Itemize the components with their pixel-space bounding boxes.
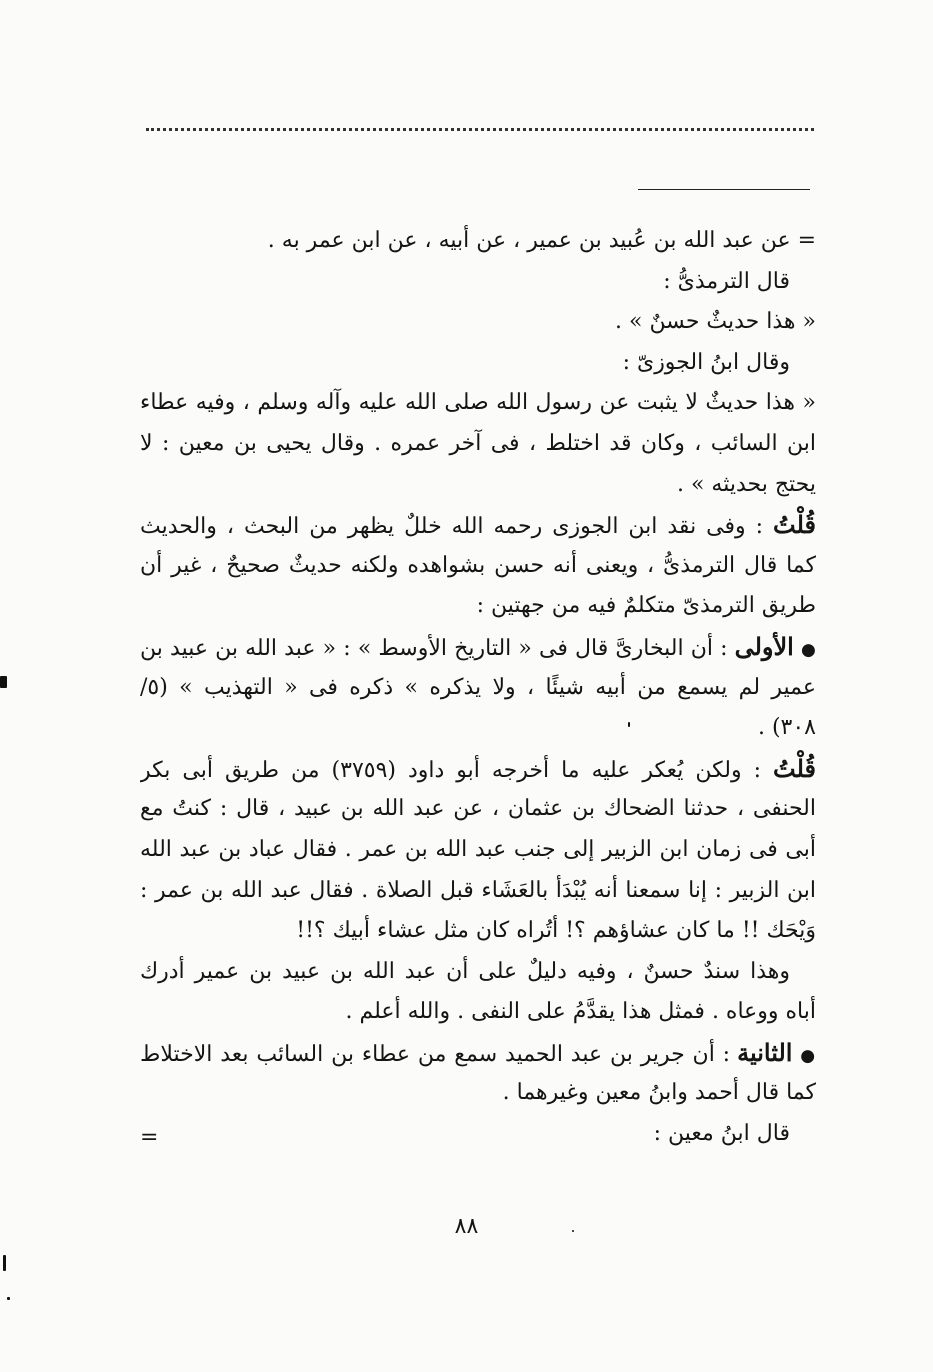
section-label: قُلْتُ: [773, 753, 816, 783]
quote-line: « هذا حديثٌ حسنٌ » .: [615, 309, 816, 335]
bullet-icon: ●: [801, 639, 816, 660]
text-line: وقال ابنُ الجوزىّ :: [622, 349, 790, 375]
text-line: أبى فى زمان ابن الزبير إلى جنب عبد الله بن عمر . فقال عباد بن عبد الله: [140, 836, 816, 862]
scan-speck: [628, 722, 630, 727]
text-line: يحتج بحديثه » .: [676, 471, 816, 497]
paragraph-line: [140, 505, 816, 546]
quote-line: « هذا حديثٌ لا يثبت عن رسول الله صلى الله عليه وآله وسلم ، وفيه عطاء: [140, 390, 816, 416]
text-line: كما قال الترمذىُّ ، ويعنى أنه حسن بشواهده ولكنه حديثٌ صحيحٌ ، غير أن: [140, 552, 816, 578]
text-span: : أن جرير بن عبد الحميد سمع من عطاء بن السائب بعد الاختلاط: [140, 1041, 738, 1067]
text-line: = عن عبد الله بن عُبيد بن عمير ، عن أبيه ، عن ابن عمر به .: [267, 228, 816, 253]
scan-speck: [7, 1297, 10, 1300]
page-body: [140, 221, 816, 1155]
bullet-line: [140, 627, 816, 668]
text-span: : ولكن يُعكر عليه ما أخرجه أبو داود (٣٧٥٩) من طريق أبى بكر: [140, 757, 774, 783]
paragraph-line: وهذا سندٌ حسنٌ ، وفيه دليلٌ على أن عبد الله بن عبيد بن عمير أدرك: [140, 958, 790, 984]
section-label: الأولى: [734, 631, 794, 661]
text-span: : وفى نقد ابن الجوزى رحمه الله خللٌ يظهر من البحث ، والحديث: [140, 514, 774, 540]
scan-speck: [3, 1255, 6, 1271]
paragraph-line: [140, 749, 816, 790]
text-line: قال ابنُ معين :: [653, 1121, 790, 1147]
bullet-line: [140, 1033, 816, 1074]
text-line: قال الترمذىُّ :: [663, 268, 790, 294]
page-number: ٨٨: [454, 1214, 479, 1239]
section-label: قُلْتُ: [773, 510, 816, 540]
text-line: ابن الزبير : إنا سمعنا أنه يُبْدَأ بالعَشَاء قبل الصلاة . فقال عبد الله بن عمر :: [140, 877, 816, 903]
bullet-icon: ●: [800, 1045, 816, 1066]
text-line: ٣٠٨) .: [757, 715, 816, 741]
text-line: كما قال أحمد وابنُ معين وغيرهما .: [502, 1080, 816, 1106]
scan-speck: [572, 1230, 574, 1232]
footnote-separator-rule: [638, 189, 810, 190]
text-line: أباه ووعاه . فمثل هذا يقدَّمُ على النفى . والله أعلم .: [345, 999, 816, 1025]
text-line: وَيْحَك !! ما كان عشاؤهم ؟! أتُراه كان مثل عشاء أبيك ؟!!: [296, 918, 816, 944]
text-line: طريق الترمذىّ متكلمٌ فيه من جهتين :: [476, 593, 816, 619]
text-span: : أن البخارىَّ قال فى « التاريخ الأوسط » : « عبد الله بن عبيد بن: [140, 635, 735, 661]
section-label: الثانية: [737, 1037, 793, 1067]
text-line: الحنفى ، حدثنا الضحاك بن عثمان ، عن عبد الله بن عبيد ، قال : كنتُ مع: [140, 796, 816, 822]
scan-speck: [0, 676, 7, 688]
header-dotted-rule: [146, 128, 814, 131]
continuation-mark: =: [140, 1125, 159, 1150]
text-line: ابن السائب ، وكان قد اختلط ، فى آخر عمره . وقال يحيى بن معين : لا: [140, 430, 816, 456]
text-line: عمير لم يسمع من أبيه شيئًا ، ولا يذكره » ذكره فى « التهذيب » (٥/: [140, 674, 816, 700]
